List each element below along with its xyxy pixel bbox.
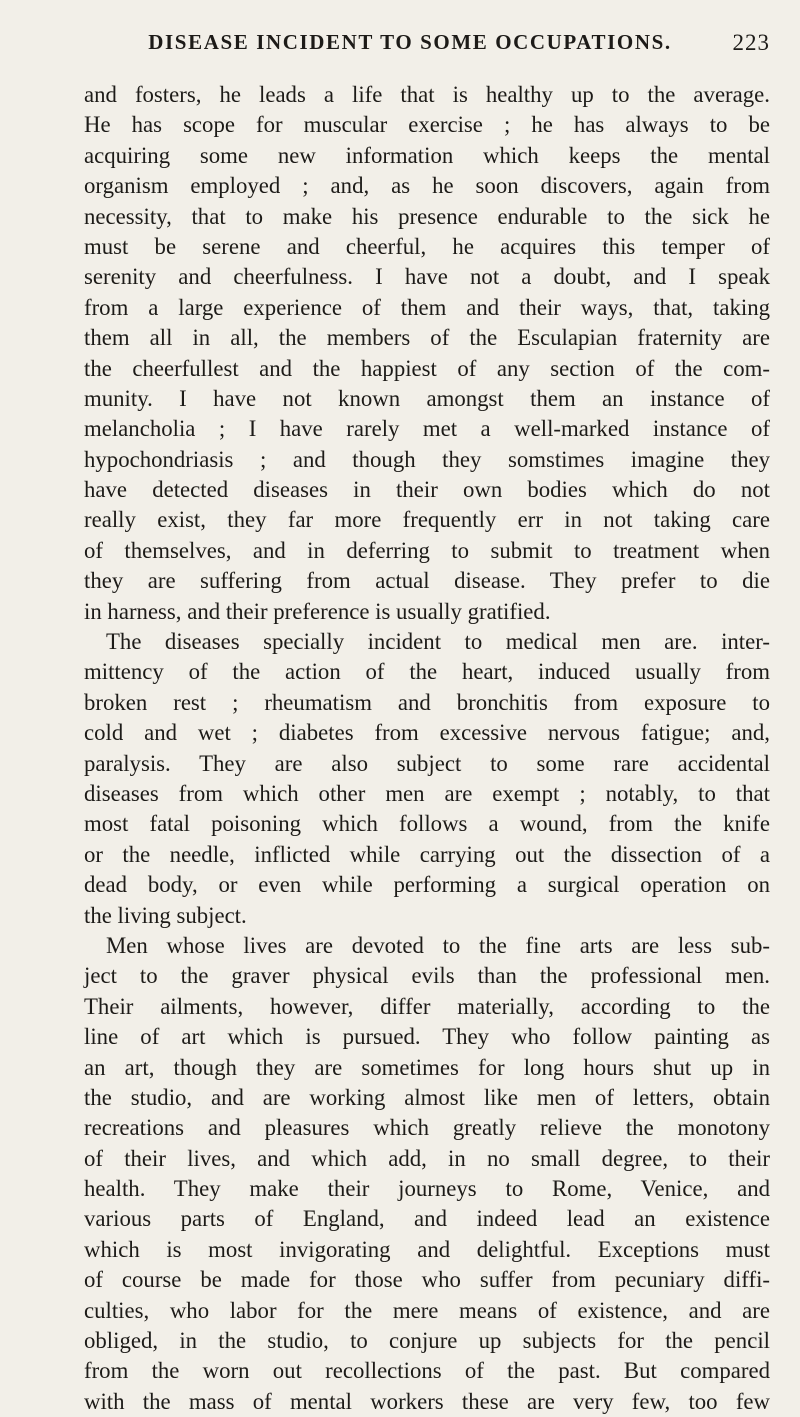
text-line: and fosters, he leads a life that is healthy up to the average. xyxy=(84,82,770,107)
text-line: the cheerfullest and the happiest of any section of the com- xyxy=(84,355,770,381)
text-line: of their lives, and which add, in no small degree, to their xyxy=(84,1145,770,1171)
text-line: dead body, or even while performing a surgical operation on xyxy=(84,872,770,898)
text-line: health. They make their journeys to Rome, Venice, and xyxy=(84,1176,770,1202)
text-line: paralysis. They are also subject to some rare accidental xyxy=(84,750,770,776)
text-line: various parts of England, and indeed lead an existence xyxy=(84,1206,770,1232)
text-line: or the needle, inflicted while carrying out the dissection of a xyxy=(84,841,770,867)
text-line: really exist, they far more frequently err in not taking care xyxy=(84,507,770,533)
text-line: from a large experience of them and their ways, that, taking xyxy=(84,294,770,320)
running-head: DISEASE INCIDENT TO SOME OCCUPATIONS. xyxy=(148,30,672,54)
text-line: munity. I have not known amongst them an instance of xyxy=(84,385,770,411)
text-line: they are suffering from actual disease. They prefer to die xyxy=(84,568,770,594)
text-line: necessity, that to make his presence endurable to the sick he xyxy=(84,203,770,229)
text-line: with the mass of mental workers these are very few, too few xyxy=(84,1388,770,1414)
text-line: hypochondriasis ; and though they somstimes imagine they xyxy=(84,446,770,472)
text-line: an art, though they are sometimes for long hours shut up in xyxy=(84,1054,770,1080)
text-line: Men whose lives are devoted to the fine arts are less sub- xyxy=(106,932,770,958)
text-line: of course be made for those who suffer from pecuniary diffi- xyxy=(84,1267,770,1293)
text-line: serenity and cheerfulness. I have not a doubt, and I speak xyxy=(84,264,770,290)
text-line: broken rest ; rheumatism and bronchitis from exposure to xyxy=(84,689,770,715)
text-line: acquiring some new information which keeps the mental xyxy=(84,142,770,168)
text-line: must be serene and cheerful, he acquires this temper of xyxy=(84,233,770,259)
text-line: organism employed ; and, as he soon discovers, again from xyxy=(84,173,770,199)
text-line: ject to the graver physical evils than the professional men. xyxy=(84,963,770,989)
text-line: have detected diseases in their own bodies which do not xyxy=(84,477,770,503)
text-line: obliged, in the studio, to conjure up subjects for the pencil xyxy=(84,1328,770,1354)
text-line: The diseases specially incident to medical men are. inter- xyxy=(106,629,770,655)
text-line: diseases from which other men are exempt ; notably, to that xyxy=(84,780,770,806)
text-line: from the worn out recollections of the past. But compared xyxy=(84,1358,770,1384)
text-line: recreations and pleasures which greatly relieve the monotony xyxy=(84,1115,770,1141)
text-line: the living subject. xyxy=(84,902,247,928)
text-line: in harness, and their preference is usually gratified. xyxy=(84,598,551,624)
text-line: line of art which is pursued. They who follow painting as xyxy=(84,1024,770,1050)
text-line: of themselves, and in deferring to submit to treatment when xyxy=(84,537,770,563)
text-line: the studio, and are working almost like men of letters, obtain xyxy=(84,1084,770,1110)
text-line: He has scope for muscular exercise ; he has always to be xyxy=(84,112,770,138)
body-text xyxy=(84,80,770,1417)
page-header xyxy=(100,30,770,64)
text-line: them all in all, the members of the Esculapian fraternity are xyxy=(84,325,770,351)
text-line: which is most invigorating and delightful. Exceptions must xyxy=(84,1236,770,1262)
text-line: melancholia ; I have rarely met a well-marked instance of xyxy=(84,416,770,442)
text-line: culties, who labor for the mere means of existence, and are xyxy=(84,1297,770,1323)
text-line: most fatal poisoning which follows a wound, from the knife xyxy=(84,811,770,837)
text-line: cold and wet ; diabetes from excessive nervous fatigue; and, xyxy=(84,720,770,746)
page-number: 223 xyxy=(732,30,770,55)
text-line: mittency of the action of the heart, induced usually from xyxy=(84,659,770,685)
text-line: Their ailments, however, differ materially, according to the xyxy=(84,993,770,1019)
